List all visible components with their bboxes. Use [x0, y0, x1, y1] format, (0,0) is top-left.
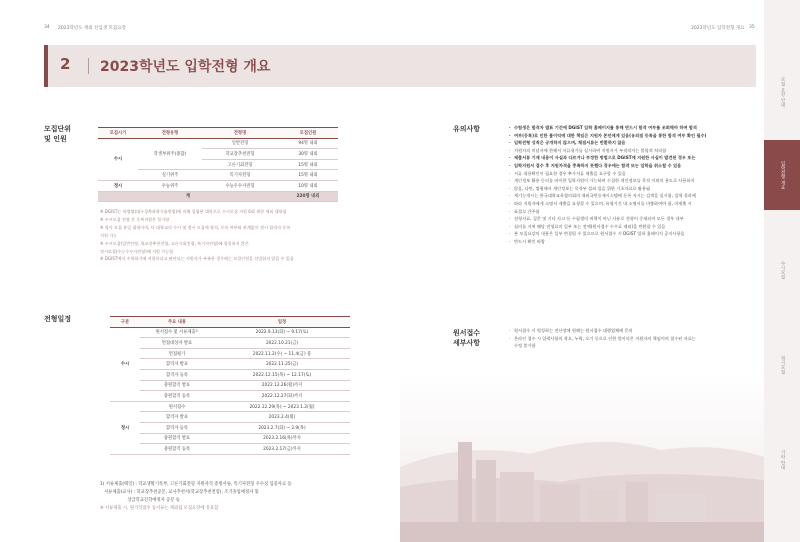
table-row — [110, 327, 350, 338]
schedule-item: 면접평가 — [140, 348, 214, 359]
campus-illustration — [400, 372, 764, 542]
schedule-date: 2022.12.27(화)까지 — [214, 391, 350, 402]
list-item: · 입학지원서 접수 후 지원자격을 충족하지 못했다 경우에는 합격 또는 입학을 취소할 수 있음 — [508, 162, 760, 170]
table-row — [110, 444, 350, 455]
quota-count: 15명 내외 — [278, 170, 338, 181]
list-item: · 전형자료, 질문 및 기타 사고 등 수험생의 귀책이 아닌 사유로 전형이 중새되어 모든 경우 내부 — [508, 215, 760, 223]
table-header: 주요 내용 — [140, 317, 214, 328]
schedule-date: 2022.9.13(화) ~ 9.17(토) — [214, 327, 350, 338]
schedule-header-row — [110, 317, 350, 328]
list-item: · 않음, 다만, 법령에서 개인정보는 목적부 섬외 입을 위한 기초자료로 활용됨 — [508, 185, 760, 193]
list-item: · 원서접수 시 원성하는 전산장에 원해는 원서접수 대행업체에 문의 — [508, 327, 760, 335]
schedule-item: 합격자 발표 — [140, 412, 214, 423]
footnote-line: 1) 서류제출(택일) : 학교생활기록부, 고른기회전형 지원자격 증빙서류, 특기자전형 우수성 입증자료 등 — [100, 482, 292, 487]
track-name: 수능우수자전형 — [202, 180, 278, 191]
section-number: 2 — [60, 55, 71, 73]
schedule-item: 충원합격 등록 — [140, 391, 214, 402]
note-line: ※ DGIST는 특별법(대구경북과학기술원법)에 의해 설립된 대학으로 수시모집 지원 6회 제한 제외 대학임 — [100, 209, 287, 214]
table-row — [110, 422, 350, 433]
table-header: 전형유형 — [138, 128, 202, 139]
list-item: · 심의를 거쳐 해당 전형료의 일부 또는 전액(원서접수 수수료 제외)을 반환할 수 있음 — [508, 223, 760, 231]
table-row — [110, 401, 350, 412]
schedule-section-label: 전형일정 — [44, 315, 72, 323]
footnote-line: 서류제출(교사) : 학교장추천공문, 교사추천서(학교장추천전형), 조기졸업예정자 및 — [100, 490, 259, 495]
schedule-item: 면접대상자 발표 — [140, 338, 214, 349]
quota-count: 94명 내외 — [278, 138, 338, 149]
note-line: ※ DGIST에서 수학하기에 적합하다고 판단되는 지원자가 부족한 경우에는 모집인원을 선발하지 않을 수 있음 — [100, 256, 294, 262]
schedule-item: 충원합격 등록 — [140, 444, 214, 455]
applicant-label-line: 원서접수 — [453, 329, 481, 337]
note-line: ※ 수시모집(일반전형, 학교장추천전형, 고른기회전형, 특기자전형)에 합불하지 않은 — [100, 240, 249, 246]
list-item: · 온라인 접수 시 입력사항의 착오, 누락, 오기 등으로 인한 불이익은 지원자의 책임이며 접수된 자료는 — [508, 335, 760, 343]
schedule-item: 원서접수 및 서류제출¹⁾ — [140, 327, 214, 338]
schedule-date: 2022.10.21(금) — [214, 338, 350, 349]
sidebar-tab-etc[interactable] — [764, 430, 800, 490]
quota-label-line: 모집단위 — [44, 125, 72, 133]
list-item: · 개인정보 활용 동의를 바이한 입학지원이 가능하며 수집한 개인정보를 목적 이외의 용도로 사용하지 — [508, 177, 760, 185]
quota-label-line: 및 인원 — [44, 135, 67, 143]
quota-section-label — [44, 124, 71, 144]
group-cell: 정시 — [98, 180, 138, 191]
type-cell: 수능위주 — [138, 180, 202, 191]
table-row — [110, 359, 350, 370]
list-item: · 반드시 확인 바람 — [508, 238, 760, 246]
table-row — [110, 433, 350, 444]
list-item: · 지원자격 미달자에 한해서 서류평가를 실시하여 지원자가 부적격자는 불합격 처리함 — [508, 147, 760, 155]
note-line: ※ 수시모집 전형 간 중복지원은 불가함 — [100, 216, 170, 222]
schedule-date: 2022.11.25(금) — [214, 359, 350, 370]
table-row — [110, 348, 350, 359]
left-running-title: 2023학년도 재외 신입생 모집요강 — [58, 26, 126, 31]
list-item: · 재기능개시는 한국대학교육협의회의 재외국민등재시스템에 등록 지시는 검색을 실시함, 검색 결과에 — [508, 192, 760, 200]
total-label: 계 — [98, 191, 278, 202]
group-cell: 수시 — [110, 327, 140, 401]
sidebar-tab-overview[interactable] — [764, 62, 800, 122]
table-row — [110, 369, 350, 380]
right-running-title: 2023학년도 입학전형 개요 — [691, 26, 745, 31]
track-name: 학교장추천전형 — [202, 149, 278, 160]
schedule-date: 2023.2.17(금)까지 — [214, 444, 350, 455]
section-title: 2023학년도 입학전형 개요 — [100, 59, 271, 75]
total-count: 220명 내외 — [278, 191, 338, 202]
note-line: 정시모집(수능우수자전형)에 지원 가능함 — [100, 248, 174, 254]
schedule-date: 2022.11.2(수) ~ 11.4(금) 중 — [214, 348, 350, 359]
list-item: · 입학전형 성적은 공개하지 않으며, 채점서류는 반환하지 않음 — [508, 139, 760, 147]
sidebar-tab-jeongsi[interactable] — [764, 335, 800, 395]
schedule-date: 2023.2.7(화) ~ 2.9(목) — [214, 422, 350, 433]
table-header: 구분 — [110, 317, 140, 328]
sidebar-tab-label: 입학전형 개요 — [780, 160, 785, 190]
applicant-label-line: 세부사항 — [453, 339, 481, 347]
left-page-number: 34 — [44, 25, 50, 30]
section-banner — [44, 45, 756, 87]
notices-list — [508, 124, 760, 246]
table-header: 모집시기 — [98, 128, 138, 139]
schedule-date: 2022.12.26(월)까지 — [214, 380, 350, 391]
list-item-continuation: 수정 불가함 — [514, 343, 536, 349]
schedule-item: 충원합격 발표 — [140, 433, 214, 444]
schedule-footnotes — [100, 481, 400, 513]
table-row — [110, 338, 350, 349]
schedule-table — [110, 316, 350, 455]
schedule-item: 충원합격 발표 — [140, 380, 214, 391]
list-item: · 따라 지원자에게 소명서 제출을 요청할 수 있으며, 유형기간 내 소명서를 미출하여야 함, 미제출 시 — [508, 200, 760, 208]
schedule-item: 원서접수 — [140, 401, 214, 412]
sidebar-tab-label: 정시모집 — [780, 356, 785, 374]
type-cell: 학생부위주(종합) — [138, 138, 202, 170]
quota-table — [98, 127, 338, 202]
track-name: 일반전형 — [202, 138, 278, 149]
banner-accent-bar — [44, 45, 48, 87]
note-line: 지원 가능 — [100, 232, 118, 238]
applicant-list — [508, 327, 760, 350]
list-item: · 서류 내용확인이 필요한 경우 추가서류 제출을 요구할 수 있음 — [508, 170, 760, 178]
table-row — [110, 380, 350, 391]
sidebar-tab-admission-overview[interactable] — [764, 140, 800, 210]
type-cell: 실기위주 — [138, 170, 202, 181]
schedule-date: 2022.12.29(목) ~ 2023.1.2(월) — [214, 401, 350, 412]
schedule-date: 2022.12.15(목) ~ 12.17(토) — [214, 369, 350, 380]
quota-header-row — [98, 128, 338, 139]
sidebar-tab-label: 기타 안내 — [780, 450, 785, 470]
list-item: · 수험생은 합격자 발표 기간에 DGIST 입학 홈페이지를 통해 반드시 합격 여부를 조회해야 하며 합격 — [508, 124, 760, 132]
table-header: 일정 — [214, 317, 350, 328]
quota-notes — [100, 208, 400, 263]
schedule-item: 합격자 발표 — [140, 359, 214, 370]
group-cell: 정시 — [110, 401, 140, 454]
footnote-line: ※ 서류제출 시, 원거리접수 등서류는 제외됨 모집요강에 유효함 — [100, 506, 219, 511]
quota-count: 10명 내외 — [278, 180, 338, 191]
applicant-section-label — [453, 328, 480, 348]
track-name: 고른기회전형 — [202, 159, 278, 170]
notices-section-label: 유의사항 — [453, 125, 481, 133]
quota-count: 30명 내외 — [278, 149, 338, 160]
table-row — [98, 180, 338, 191]
sidebar-tab-label: 수시모집 — [780, 261, 785, 279]
list-item: · 표절로 간주함 — [508, 208, 760, 216]
group-cell: 수시 — [98, 138, 138, 180]
banner-divider — [88, 58, 89, 74]
note-line: ※ 정시 모집 유일 대학이며, 타 대학교의 수시 및 정시 모집에 합격, 등록 여부와 관계없이 정시 합격자 등록 — [100, 224, 291, 230]
schedule-date: 2023.2.4(월) — [214, 412, 350, 423]
table-header: 전형명 — [202, 128, 278, 139]
table-row — [110, 412, 350, 423]
footnote-line: 상급학교진학예정자 공문 등 — [100, 498, 180, 503]
schedule-date: 2023.2.16(목)까지 — [214, 433, 350, 444]
quota-count: 15명 내외 — [278, 159, 338, 170]
table-row — [110, 391, 350, 402]
track-name: 특기자전형 — [202, 170, 278, 181]
schedule-item: 합격자 등록 — [140, 422, 214, 433]
right-page-number: 35 — [749, 25, 755, 30]
table-header: 모집인원 — [278, 128, 338, 139]
list-item: · 제출서류 기재 내용이 사실과 다르거나 부정한 방법으로 DGIST에 지원한 사실이 발견된 경우 또는 — [508, 154, 760, 162]
table-row — [98, 138, 338, 149]
list-item: · 본 모집요강의 내용은 일부 변경될 수 있으므로 원서접수 시 DGIST 입학 홈페이지 공지사항을 — [508, 230, 760, 238]
total-row — [98, 191, 338, 202]
sidebar-tab-susi[interactable] — [764, 240, 800, 300]
list-item: · 여부(등록)로 인한 불이익에 대한 책임은 지원자 본인에게 있음(유의점 등록을 통한 합격 여부 확인 필수) — [508, 132, 760, 140]
sidebar-tab-label: 모집 요강 안내 — [780, 77, 785, 107]
campus-photo — [400, 372, 764, 542]
chapter-sidebar — [764, 0, 800, 542]
schedule-item: 합격자 등록 — [140, 369, 214, 380]
